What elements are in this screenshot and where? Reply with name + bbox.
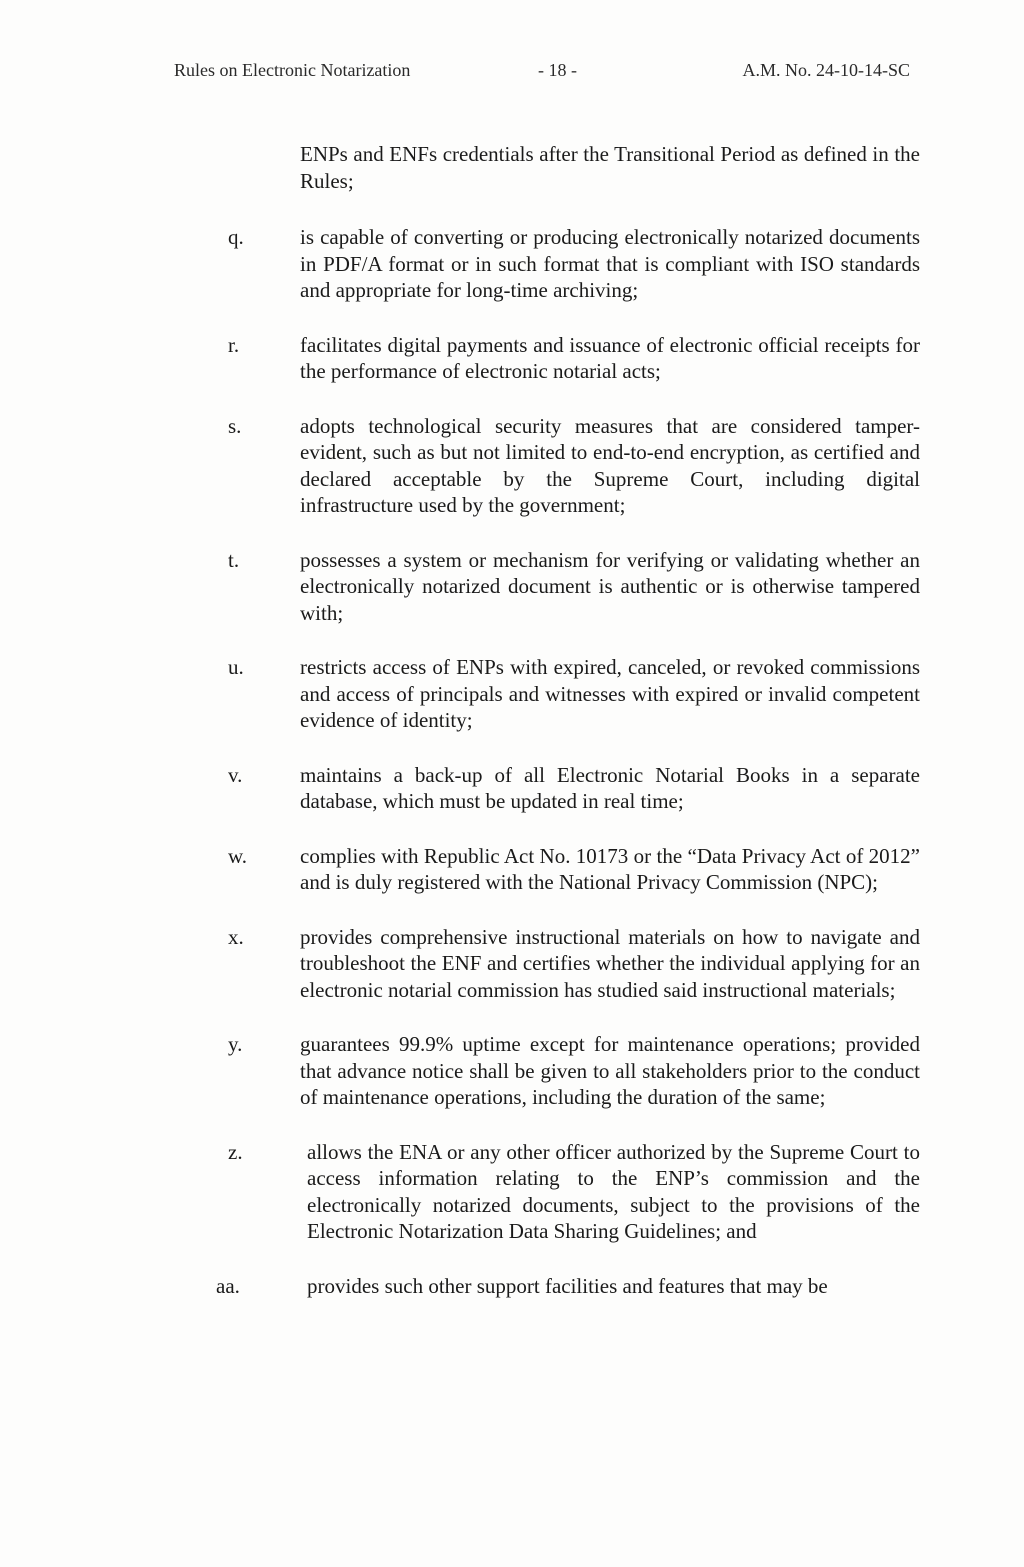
list-item-v — [174, 762, 920, 815]
list-marker: q. — [228, 225, 244, 249]
list-item-q — [174, 224, 920, 304]
list-marker: s. — [228, 413, 242, 438]
list-item-text: adopts technological security measures that are considered tamper-evident, such as but not limited to end-to-end encryption, as certified and declared acceptable by the Supreme Court, including digital infrastructure used by the government; — [300, 413, 920, 517]
list-marker: z. — [228, 1139, 243, 1164]
list-item-aa — [174, 1273, 920, 1300]
list-item-text: guarantees 99.9% uptime except for maintenance operations; provided that advance notice shall be given to all stakeholders prior to the conduct of maintenance operations, including the duration of the same; — [300, 1032, 920, 1109]
list-item-text: complies with Republic Act No. 10173 or the “Data Privacy Act of 2012” and is duly registered with the National Privacy Commission (NPC); — [300, 843, 920, 894]
list-item-text: provides such other support facilities and features that may be — [307, 1273, 828, 1298]
list-item-r — [174, 332, 920, 385]
list-item-y — [174, 1031, 920, 1111]
list-item-z — [174, 1139, 920, 1245]
list-marker: x. — [228, 924, 244, 949]
list-item-s — [174, 413, 920, 519]
list-item-u — [174, 654, 920, 734]
list-item-text: provides comprehensive instructional materials on how to navigate and troubleshoot the ENF and certifies whether the individual applying for an electronic notarial commission has studied said instructional materials; — [300, 924, 920, 1002]
list-marker: w. — [228, 843, 248, 868]
list-item-text: allows the ENA or any other officer authorized by the Supreme Court to access information relating to the ENP’s commission and the electronically notarized documents, subject to the provisions of the Electronic Notarization Data Sharing Guidelines; and — [307, 1139, 920, 1243]
list-item-x — [174, 924, 920, 1004]
list-marker: aa. — [216, 1273, 240, 1298]
list-item-text: is capable of converting or producing electronically notarized documents in PDF/A format or in such format that is compliant with ISO standards and appropriate for long-time archiving; — [300, 225, 920, 302]
list-item-text: facilitates digital payments and issuance of electronic official receipts for the performance of electronic notarial acts; — [300, 332, 920, 383]
header-docket-number: A.M. No. 24-10-14-SC — [742, 60, 910, 80]
list-marker: t. — [228, 547, 240, 572]
page-number: - 18 - — [538, 60, 577, 80]
list-item-text: maintains a back-up of all Electronic Notarial Books in a separate database, which must be updated in real time; — [300, 762, 920, 813]
list-item-text: restricts access of ENPs with expired, canceled, or revoked commissions and access of principals and witnesses with expired or invalid competent evidence of identity; — [300, 655, 920, 732]
list-item-t — [174, 547, 920, 627]
list-marker: y. — [228, 1032, 243, 1056]
list-marker: v. — [228, 762, 243, 787]
continuation-paragraph: ENPs and ENFs credentials after the Transitional Period as defined in the Rules; — [300, 142, 920, 193]
list-marker: r. — [228, 332, 240, 357]
page-header — [174, 60, 914, 86]
header-title: Rules on Electronic Notarization — [174, 60, 411, 80]
document-body — [174, 141, 920, 1327]
list-marker: u. — [228, 655, 244, 679]
list-item-w — [174, 843, 920, 896]
list-item-text: possesses a system or mechanism for verifying or validating whether an electronically notarized document is authentic or is otherwise tampered with; — [300, 547, 920, 625]
